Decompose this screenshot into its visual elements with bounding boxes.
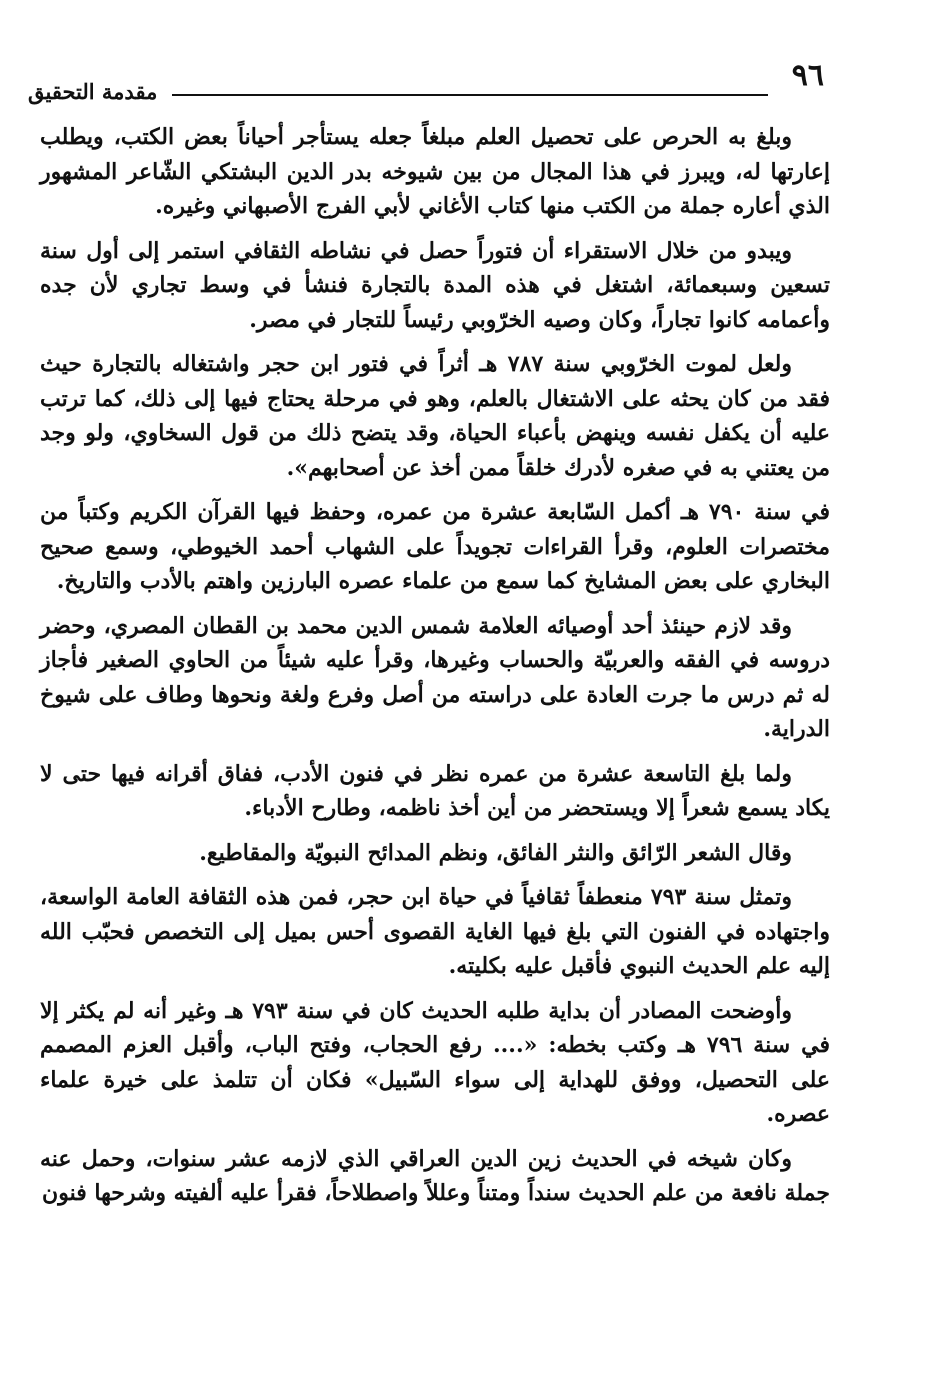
paragraph: وكان شيخه في الحديث زين الدين العراقي الذي لازمه عشر سنوات، وحمل عنه جملة نافعة من علم الحديث سنداً ومتناً وعللاً واصطلاحاً، فقرأ عليه ألفيته وشرحها فنون <box>40 1145 830 1206</box>
paragraph: وأوضحت المصادر أن بداية طلبه الحديث كان في سنة ٧٩٣ هـ وغير أنه لم يكثر إلا في سنة ٧٩٦ هـ وكتب بخطه: «.... رفع الحجاب، وفتح الباب، وأقبل العزم المصمم على التحصيل، ووفق للهداية إلى سواء السّبيل» فكان أن تتلمذ على خيرة علماء عصره. <box>40 997 830 1127</box>
paragraph: وبلغ به الحرص على تحصيل العلم مبلغاً جعله يستأجر أحياناً بعض الكتب، ويطلب إعارتها له، ويبرز في هذا المجال من بين شيوخه بدر الدين البشتكي الشّاعر المشهور الذي أعاره جملة من الكتب منها كتاب الأغاني لأبي الفرج الأصبهاني وغيره. <box>40 124 830 219</box>
paragraph: في سنة ٧٩٠ هـ أكمل السّابعة عشرة من عمره، وحفظ فيها القرآن الكريم وكتباً من مختصرات العلوم، وقرأ القراءات تجويداً على الشهاب أحمد الخيوطي، وسمع صحيح البخاري على بعض المشايخ كما سمع من علماء عصره البارزين واهتم بالأدب والتاريخ. <box>40 499 830 594</box>
paragraph: وقد لازم حينئذ أحد أوصيائه العلامة شمس الدين محمد بن القطان المصري، وحضر دروسه في الفقه والعربيّة والحساب وغيرها، وقرأ عليه شيئاً من الحاوي الصغير فأجاز له ثم درس ما جرت العادة على دراسته من أصل وفرع ولغة ونحوها وطاف على شيوخ الدراية. <box>40 612 830 742</box>
page-number: ٩٦ <box>791 58 824 93</box>
header-rule <box>172 94 768 96</box>
paragraph: وتمثل سنة ٧٩٣ منعطفاً ثقافياً في حياة ابن حجر، فمن هذه الثقافة العامة الواسعة، واجتهاده في الفنون التي بلغ فيها الغاية القصوى أحس بميل إلى التخصص فحبّب الله إليه علم الحديث النبوي فأقبل عليه بكليته. <box>40 884 830 979</box>
running-title: مقدمة التحقيق <box>28 79 158 104</box>
page-header <box>20 58 830 102</box>
paragraph: ولعل لموت الخرّوبي سنة ٧٨٧ هـ أثراً في فتور ابن حجر واشتغاله بالتجارة حيث فقد من كان يحثه على الاشتغال بالعلم، وهو في مرحلة يحتاج فيها إلى ذلك، كما ترتب عليه أن يكفل نفسه وينهض بأعباء الحياة، وقد يتضح ذلك من قول السخاوي، ولو وجد من يعتني به في صغره لأدرك خلقاً ممن أخذ عن أصحابهم». <box>40 351 830 481</box>
body-text <box>40 120 830 1221</box>
paragraph: ولما بلغ التاسعة عشرة من عمره نظر في فنون الأدب، ففاق أقرانه فيها حتى لا يكاد يسمع شعراً إلا ويستحضر من أين أخذ ناظمه، وطارح الأدباء. <box>40 760 830 821</box>
paragraph: وقال الشعر الرّائق والنثر الفائق، ونظم المدائح النبويّة والمقاطيع. <box>199 839 792 866</box>
paragraph: ويبدو من خلال الاستقراء أن فتوراً حصل في نشاطه الثقافي استمر إلى أول سنة تسعين وسبعمائة، اشتغل في هذه المدة بالتجارة فنشأ في وسط تجاري لأن جده وأعمامه كانوا تجاراً، وكان وصيه الخرّوبي رئيساً للتجار في مصر. <box>40 237 830 333</box>
